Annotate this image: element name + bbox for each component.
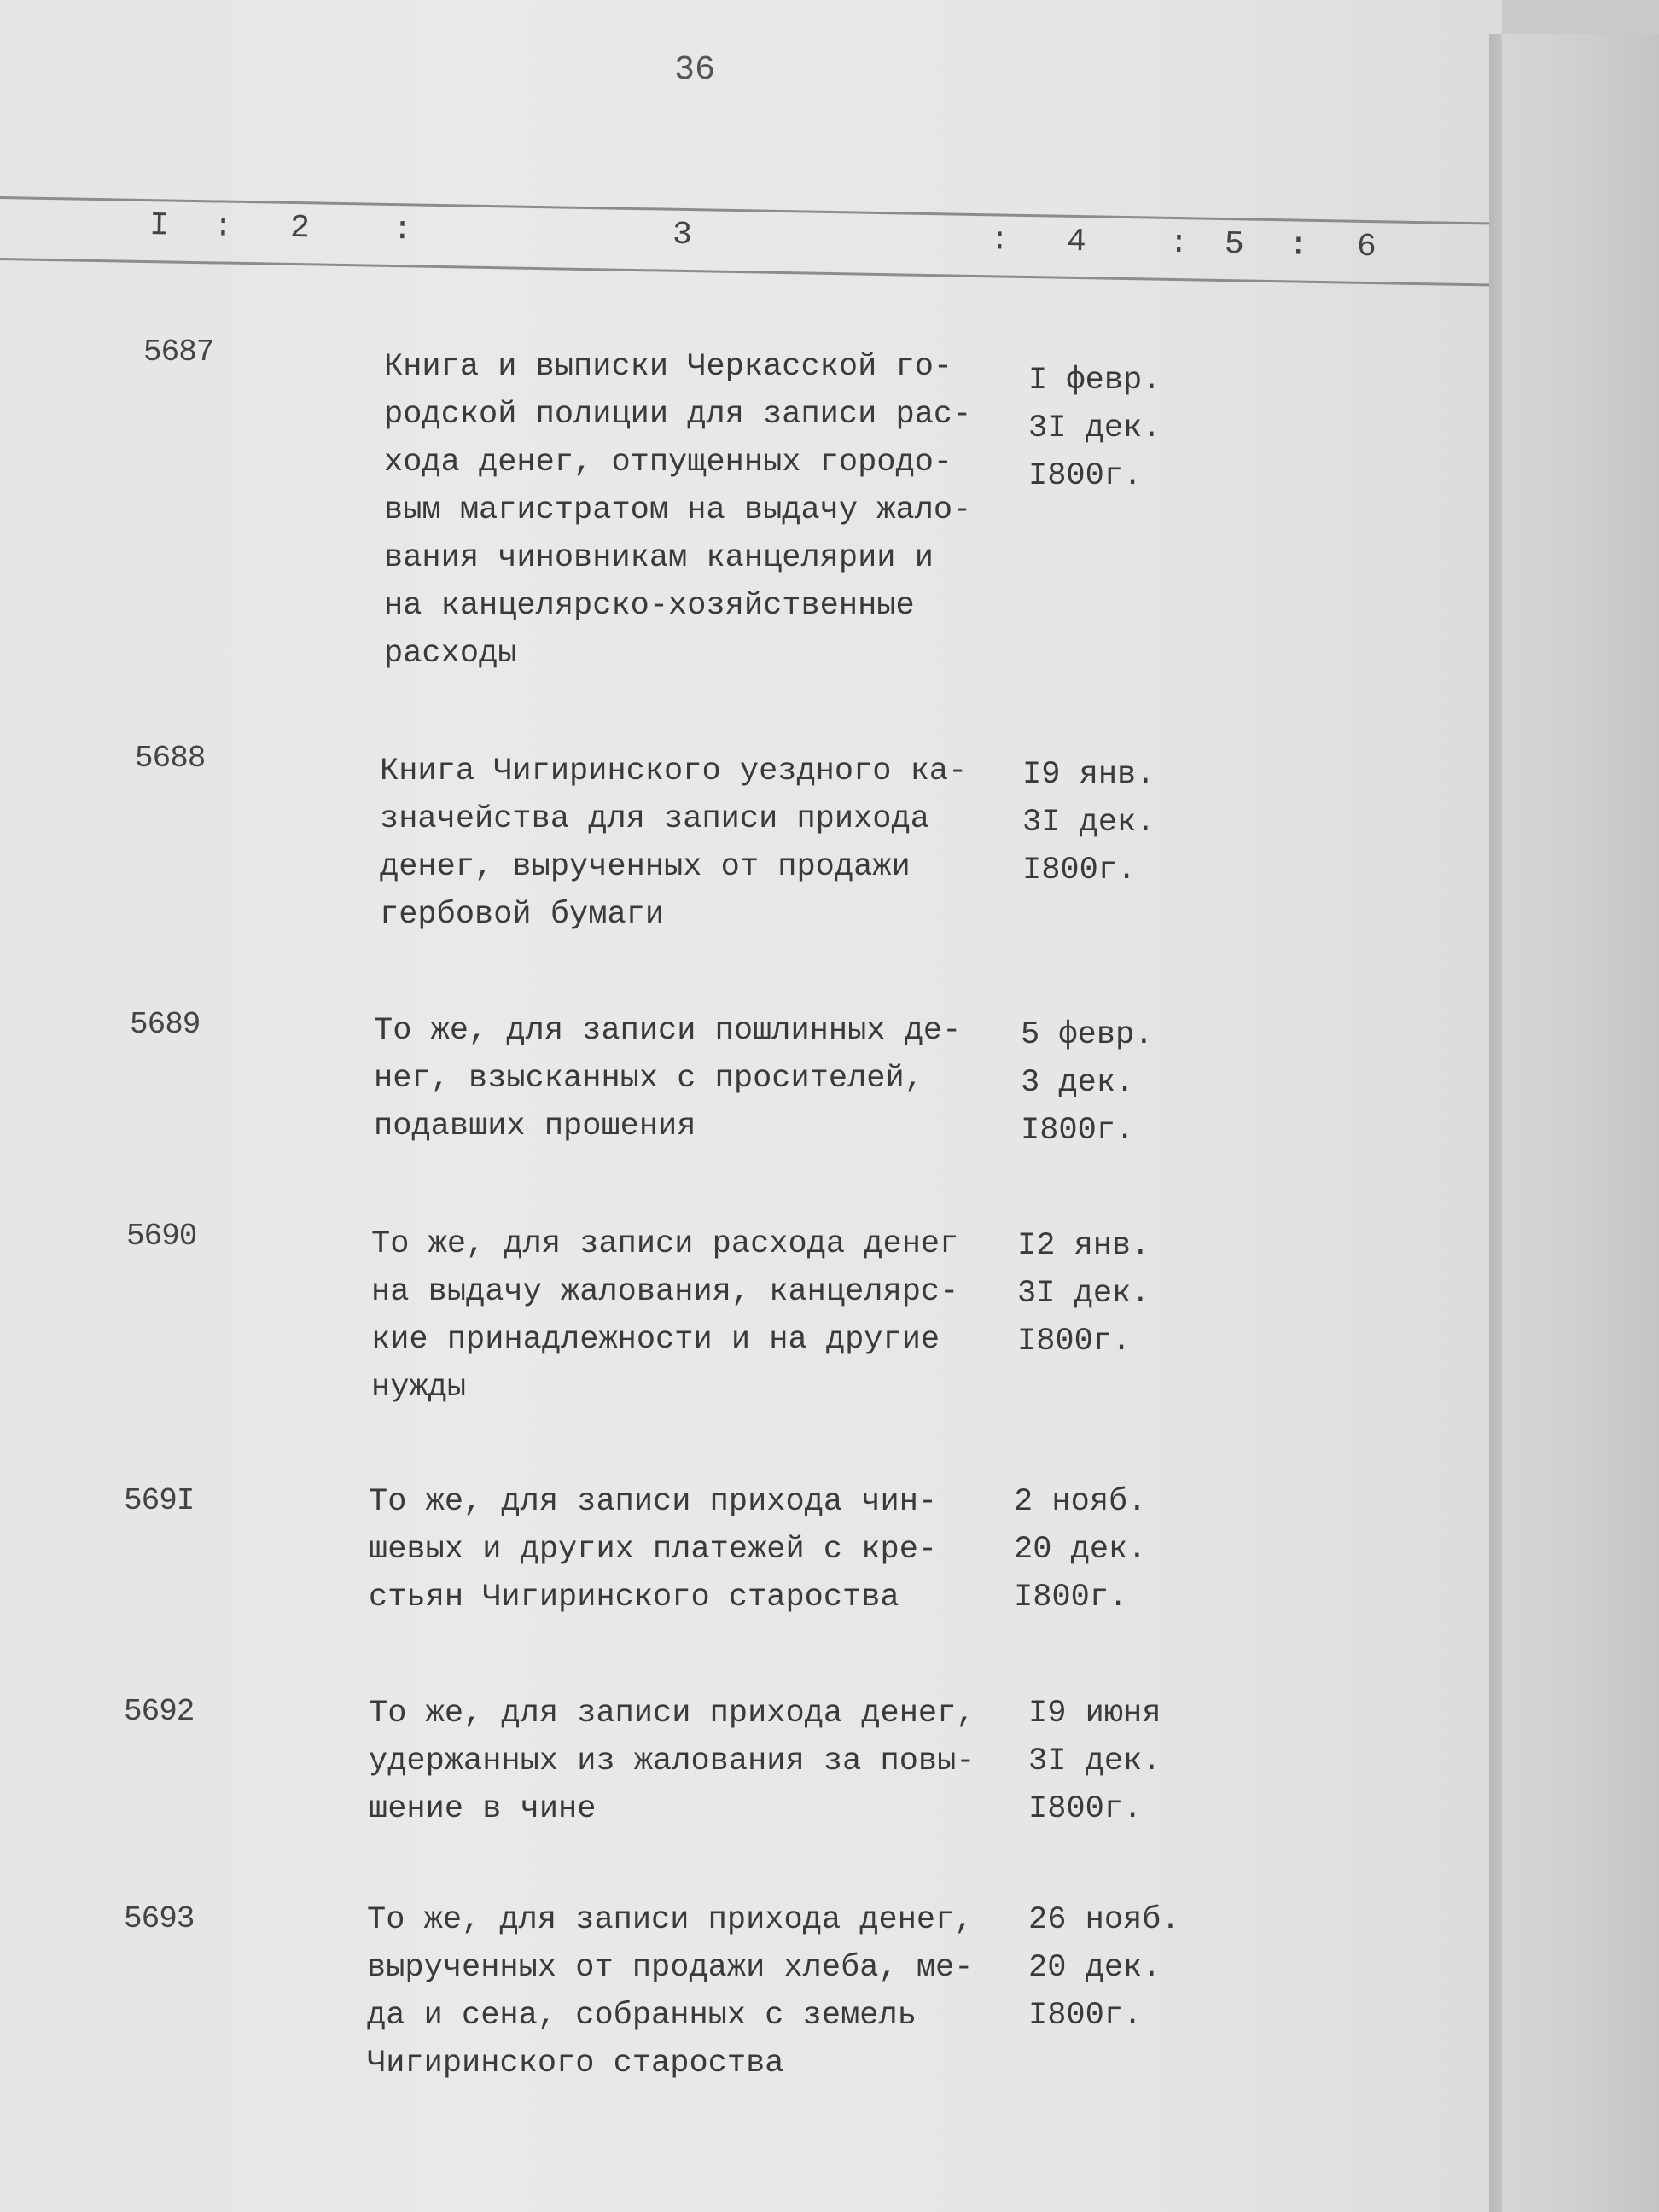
description-line: вым магистратом на выдачу жало- [384, 492, 972, 528]
date-year: I800г. [1021, 1113, 1135, 1149]
column-header-3: 3 [672, 216, 693, 254]
date-start: 2 нояб. [1014, 1484, 1147, 1520]
description-line: стьян Чигиринского староства [369, 1580, 899, 1615]
column-header-5: 5 [1224, 226, 1245, 264]
description-line: Книга и выписки Черкасской го- [384, 349, 953, 385]
date-year: I800г. [1014, 1580, 1128, 1615]
column-separator: : [392, 212, 413, 249]
date-end: 3I дек. [1028, 1743, 1161, 1779]
column-header-1: I [148, 207, 170, 245]
entry-description [369, 1478, 1017, 1621]
entry-description [374, 1007, 1022, 1150]
description-line: подавших прошения [374, 1109, 696, 1144]
entry-number: 5688 [135, 741, 206, 776]
entry-description [380, 748, 1028, 939]
column-separator: : [1288, 227, 1309, 265]
description-line: денег, вырученных от продажи [380, 849, 911, 885]
description-line: То же, для записи пошлинных де- [374, 1013, 962, 1049]
column-header-4: 4 [1066, 223, 1087, 261]
entry-description [371, 1220, 1020, 1412]
description-line: вырученных от продажи хлеба, ме- [367, 1950, 974, 1986]
description-line: шение в чине [369, 1791, 597, 1827]
entry-dates [1022, 751, 1155, 894]
date-start: I февр. [1028, 363, 1161, 399]
date-end: 3I дек. [1028, 410, 1161, 446]
date-year: I800г. [1028, 1998, 1143, 2034]
column-separator: : [989, 222, 1010, 259]
description-line: Чигиринского староства [367, 2046, 784, 2081]
description-line: То же, для записи прихода денег, [367, 1902, 974, 1938]
description-line: на канцелярско-хозяйственные [384, 588, 915, 624]
description-line: гербовой бумаги [380, 897, 665, 933]
date-year: I800г. [1017, 1324, 1132, 1359]
description-line: нег, взысканных с просителей, [374, 1061, 923, 1097]
description-line: да и сена, собранных с земель [367, 1998, 917, 2034]
description-line: нужды [371, 1370, 467, 1406]
description-line: расходы [384, 636, 517, 672]
column-separator: : [212, 208, 234, 246]
column-separator: : [1168, 224, 1190, 263]
date-end: 3 дек. [1021, 1065, 1135, 1101]
date-start: 26 нояб. [1028, 1902, 1180, 1938]
entry-number: 569I [124, 1483, 195, 1518]
entry-dates [1014, 1478, 1146, 1621]
date-year: I800г. [1028, 1791, 1143, 1827]
date-start: I2 янв. [1017, 1228, 1150, 1264]
date-start: I9 июня [1028, 1696, 1161, 1732]
entry-description [384, 343, 1033, 678]
entry-number: 5693 [124, 1901, 195, 1936]
description-line: удержанных из жалования за повы- [369, 1743, 975, 1779]
description-line: родской полиции для записи рас- [384, 397, 972, 433]
entry-number: 5689 [130, 1007, 201, 1042]
entry-dates [1021, 1011, 1153, 1155]
description-line: Книга Чигиринского уездного ка- [380, 754, 968, 789]
entry-number: 5690 [126, 1219, 197, 1254]
entry-description [369, 1690, 1017, 1833]
date-end: 3I дек. [1017, 1276, 1150, 1312]
underlying-page-edge [1502, 34, 1659, 2212]
description-line: вания чиновникам канцелярии и [384, 540, 934, 576]
date-end: 20 дек. [1014, 1532, 1147, 1568]
date-end: 3I дек. [1022, 805, 1155, 841]
entry-dates [1028, 357, 1161, 500]
description-line: кие принадлежности и на другие [371, 1322, 940, 1358]
column-header-2: 2 [289, 209, 311, 247]
column-header-6: 6 [1356, 228, 1377, 266]
entry-description [367, 1896, 1016, 2087]
date-start: I9 янв. [1022, 757, 1155, 793]
description-line: на выдачу жалования, канцелярс- [371, 1274, 959, 1310]
description-line: значейства для записи прихода [380, 801, 929, 837]
description-line: шевых и других платежей с кре- [369, 1532, 938, 1568]
date-end: 20 дек. [1028, 1950, 1161, 1986]
page-number: 36 [674, 51, 716, 90]
date-start: 5 февр. [1021, 1017, 1154, 1053]
date-year: I800г. [1028, 458, 1143, 494]
entry-number: 5687 [143, 335, 214, 370]
description-line: То же, для записи прихода денег, [369, 1696, 975, 1732]
description-line: хода денег, отпущенных городо- [384, 445, 953, 480]
date-year: I800г. [1022, 853, 1137, 888]
entry-dates [1017, 1222, 1150, 1365]
entry-dates [1028, 1896, 1180, 2040]
entry-dates [1028, 1690, 1161, 1833]
description-line: То же, для записи расхода денег [371, 1226, 959, 1262]
entry-number: 5692 [124, 1694, 195, 1729]
description-line: То же, для записи прихода чин- [369, 1484, 938, 1520]
